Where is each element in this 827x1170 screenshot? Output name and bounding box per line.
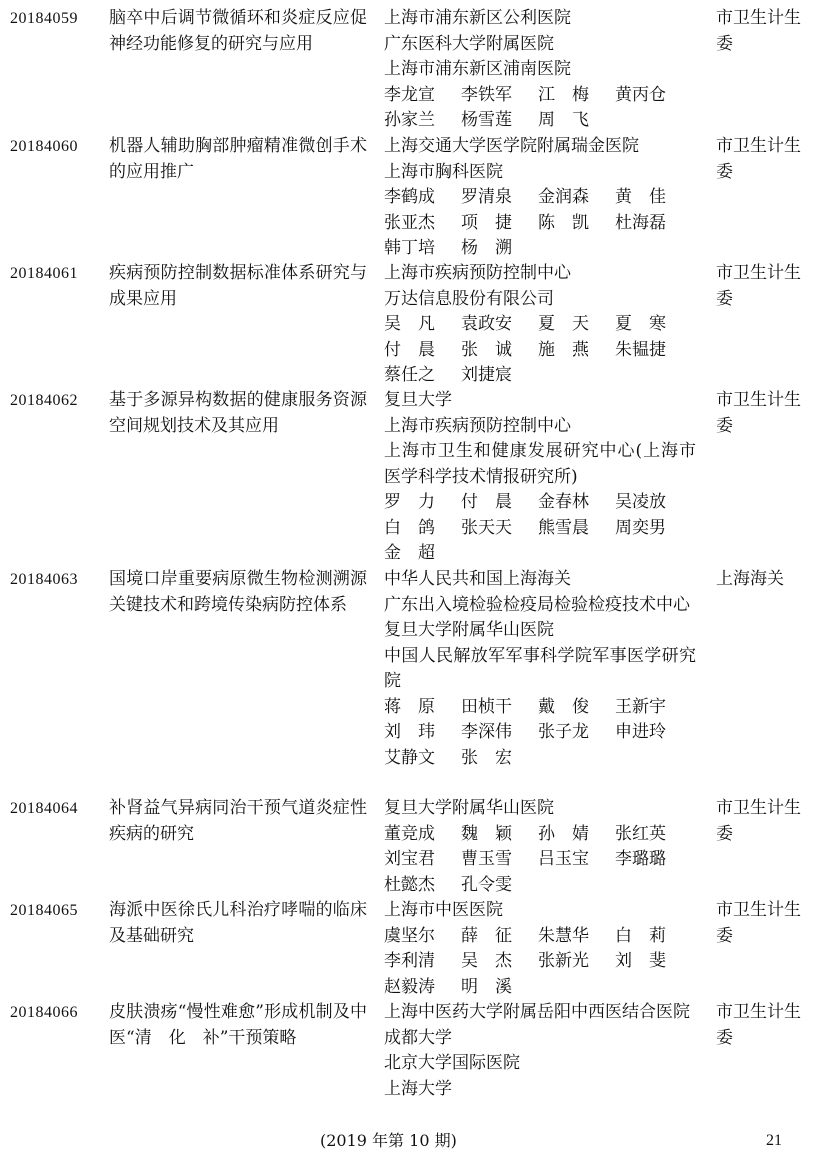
- project-title: 基于多源异构数据的健康服务资源空间规划技术及其应用: [109, 390, 367, 436]
- unit-name: 上海市浦东新区公利医院: [384, 8, 571, 28]
- project-title: 海派中医徐氏儿科治疗哮喘的临床及基础研究: [109, 900, 367, 946]
- issue-label: (2019 年第 10 期): [320, 1131, 457, 1150]
- person-name: 张天天: [461, 517, 512, 538]
- nominating-department: 市卫生计生委: [716, 1002, 801, 1048]
- project-title: 疾病预防控制数据标准体系研究与成果应用: [109, 263, 367, 309]
- people-row: [384, 516, 696, 542]
- person-name: 赵毅涛: [384, 976, 435, 997]
- person-name: 李龙宣: [384, 84, 435, 105]
- person-name: 付 晨: [384, 339, 435, 360]
- unit-name: 上海市卫生和健康发展研究中心(上海市医学科学技术情报研究所): [384, 441, 696, 487]
- nominating-department: 市卫生计生委: [716, 900, 801, 946]
- units-and-people: [384, 261, 696, 389]
- person-name: 周 飞: [538, 110, 589, 130]
- person-name: 薛 征: [461, 925, 512, 946]
- person-name: 罗清泉: [461, 187, 512, 207]
- person-name: 张新光: [538, 951, 589, 971]
- person-name: 张 诚: [461, 339, 512, 360]
- units-and-people: [384, 6, 696, 134]
- person-name: 张亚杰: [384, 212, 435, 233]
- people-row: [384, 185, 696, 211]
- person-name: 田桢干: [461, 696, 512, 717]
- person-name: 杜海磊: [615, 212, 666, 233]
- entry-code: 20184065: [10, 902, 78, 919]
- unit-name: 上海市浦东新区浦南医院: [384, 59, 571, 79]
- people-row: [384, 720, 696, 746]
- person-name: 杜懿杰: [384, 874, 435, 895]
- nominating-department: 市卫生计生委: [716, 8, 801, 54]
- unit-name: 广东医科大学附属医院: [384, 33, 554, 54]
- people-row: [384, 541, 696, 567]
- units-and-people: [384, 1000, 696, 1102]
- person-name: 黄 佳: [615, 187, 666, 207]
- units-and-people: [384, 796, 696, 898]
- person-name: 白 鸽: [384, 517, 435, 538]
- nominating-department: 上海海关: [716, 569, 784, 589]
- person-name: 李璐璐: [615, 849, 666, 869]
- person-name: 董竞成: [384, 823, 435, 844]
- entry-code: 20184066: [10, 1004, 78, 1021]
- unit-name: 成都大学: [384, 1027, 452, 1048]
- person-name: 李铁军: [461, 84, 512, 105]
- person-name: 刘 斐: [615, 951, 666, 971]
- person-name: 白 莉: [615, 925, 666, 946]
- people-row: [384, 746, 696, 772]
- entry-code: 20184064: [10, 800, 78, 817]
- people-row: [384, 108, 696, 134]
- person-name: 孙家兰: [384, 110, 435, 130]
- project-title: 机器人辅助胸部肿瘤精准微创手术的应用推广: [109, 136, 367, 182]
- people-row: [384, 822, 696, 848]
- person-name: 黄丙仓: [615, 84, 666, 105]
- people-row: [384, 363, 696, 389]
- person-name: 张红英: [615, 823, 666, 844]
- person-name: 熊雪晨: [538, 517, 589, 538]
- person-name: 明 溪: [461, 976, 512, 997]
- units-and-people: [384, 567, 696, 771]
- nominating-department: 市卫生计生委: [716, 390, 801, 436]
- person-name: 付 晨: [461, 492, 512, 512]
- people-row: [384, 211, 696, 237]
- entry-code: 20184062: [10, 392, 78, 409]
- project-title: 皮肤溃疡“慢性难愈”形成机制及中医“清 化 补”干预策略: [109, 1002, 367, 1048]
- people-row: [384, 236, 696, 262]
- people-row: [384, 847, 696, 873]
- person-name: 吴 凡: [384, 314, 435, 334]
- people-row: [384, 873, 696, 899]
- entry-code: 20184061: [10, 265, 78, 282]
- entry-code: 20184060: [10, 138, 78, 155]
- person-name: 艾静文: [384, 747, 435, 768]
- unit-name: 广东出入境检验检疫局检验检疫技术中心: [384, 594, 690, 615]
- person-name: 朱慧华: [538, 925, 589, 946]
- person-name: 吕玉宝: [538, 849, 589, 869]
- page-number: 21: [766, 1132, 782, 1149]
- units-and-people: [384, 388, 696, 567]
- project-title: 补肾益气异病同治干预气道炎症性疾病的研究: [109, 798, 367, 844]
- people-row: [384, 83, 696, 109]
- person-name: 陈 凯: [538, 212, 589, 233]
- person-name: 张子龙: [538, 722, 589, 742]
- entry-code: 20184059: [10, 10, 78, 27]
- person-name: 虞坚尔: [384, 925, 435, 946]
- person-name: 袁政安: [461, 314, 512, 334]
- person-name: 李利清: [384, 951, 435, 971]
- person-name: 孔令雯: [461, 874, 512, 895]
- project-title: 国境口岸重要病原微生物检测溯源关键技术和跨境传染病防控体系: [109, 569, 367, 615]
- person-name: 申进玲: [615, 722, 666, 742]
- unit-name: 复旦大学附属华山医院: [384, 798, 554, 818]
- person-name: 戴 俊: [538, 696, 589, 717]
- nominating-department: 市卫生计生委: [716, 263, 801, 309]
- person-name: 曹玉雪: [461, 849, 512, 869]
- people-row: [384, 312, 696, 338]
- person-name: 金春林: [538, 492, 589, 512]
- person-name: 王新宇: [615, 696, 666, 717]
- unit-name: 中国人民解放军军事科学院军事医学研究院: [384, 645, 696, 691]
- person-name: 张 宏: [461, 747, 512, 768]
- people-row: [384, 490, 696, 516]
- unit-name: 复旦大学: [384, 390, 452, 410]
- unit-name: 上海市中医医院: [384, 900, 503, 920]
- person-name: 孙 婧: [538, 823, 589, 844]
- person-name: 韩丁培: [384, 238, 435, 258]
- person-name: 周奕男: [615, 517, 666, 538]
- person-name: 蔡任之: [384, 365, 435, 385]
- person-name: 夏 寒: [615, 314, 666, 334]
- person-name: 金润森: [538, 187, 589, 207]
- person-name: 施 燕: [538, 339, 589, 360]
- person-name: 夏 天: [538, 314, 589, 334]
- nominating-department: 市卫生计生委: [716, 136, 801, 182]
- unit-name: 上海交通大学医学院附属瑞金医院: [384, 136, 639, 156]
- unit-name: 上海市疾病预防控制中心: [384, 415, 571, 436]
- unit-name: 上海大学: [384, 1078, 452, 1099]
- project-title: 脑卒中后调节微循环和炎症反应促神经功能修复的研究与应用: [109, 8, 367, 54]
- nominating-department: 市卫生计生委: [716, 798, 801, 844]
- person-name: 朱韫捷: [615, 339, 666, 360]
- entry-code: 20184063: [10, 571, 78, 588]
- person-name: 金 超: [384, 543, 435, 563]
- unit-name: 北京大学国际医院: [384, 1053, 520, 1073]
- units-and-people: [384, 898, 696, 1000]
- people-row: [384, 338, 696, 364]
- units-and-people: [384, 134, 696, 262]
- person-name: 项 捷: [461, 212, 512, 233]
- person-name: 魏 颖: [461, 823, 512, 844]
- person-name: 吴 杰: [461, 951, 512, 971]
- person-name: 杨雪莲: [461, 110, 512, 130]
- people-row: [384, 924, 696, 950]
- person-name: 蒋 原: [384, 696, 435, 717]
- unit-name: 上海中医药大学附属岳阳中西医结合医院: [384, 1002, 690, 1022]
- person-name: 罗 力: [384, 492, 435, 512]
- person-name: 吴凌放: [615, 492, 666, 512]
- unit-name: 中华人民共和国上海海关: [384, 569, 571, 589]
- person-name: 刘宝君: [384, 849, 435, 869]
- person-name: 刘 玮: [384, 722, 435, 742]
- people-row: [384, 949, 696, 975]
- unit-name: 上海市胸科医院: [384, 161, 503, 182]
- person-name: 李鹤成: [384, 187, 435, 207]
- person-name: 江 梅: [538, 84, 589, 105]
- unit-name: 复旦大学附属华山医院: [384, 620, 554, 640]
- person-name: 李深伟: [461, 722, 512, 742]
- unit-name: 上海市疾病预防控制中心: [384, 263, 571, 283]
- person-name: 杨 溯: [461, 238, 512, 258]
- people-row: [384, 975, 696, 1001]
- unit-name: 万达信息股份有限公司: [384, 288, 554, 309]
- people-row: [384, 695, 696, 721]
- person-name: 刘捷宸: [461, 365, 512, 385]
